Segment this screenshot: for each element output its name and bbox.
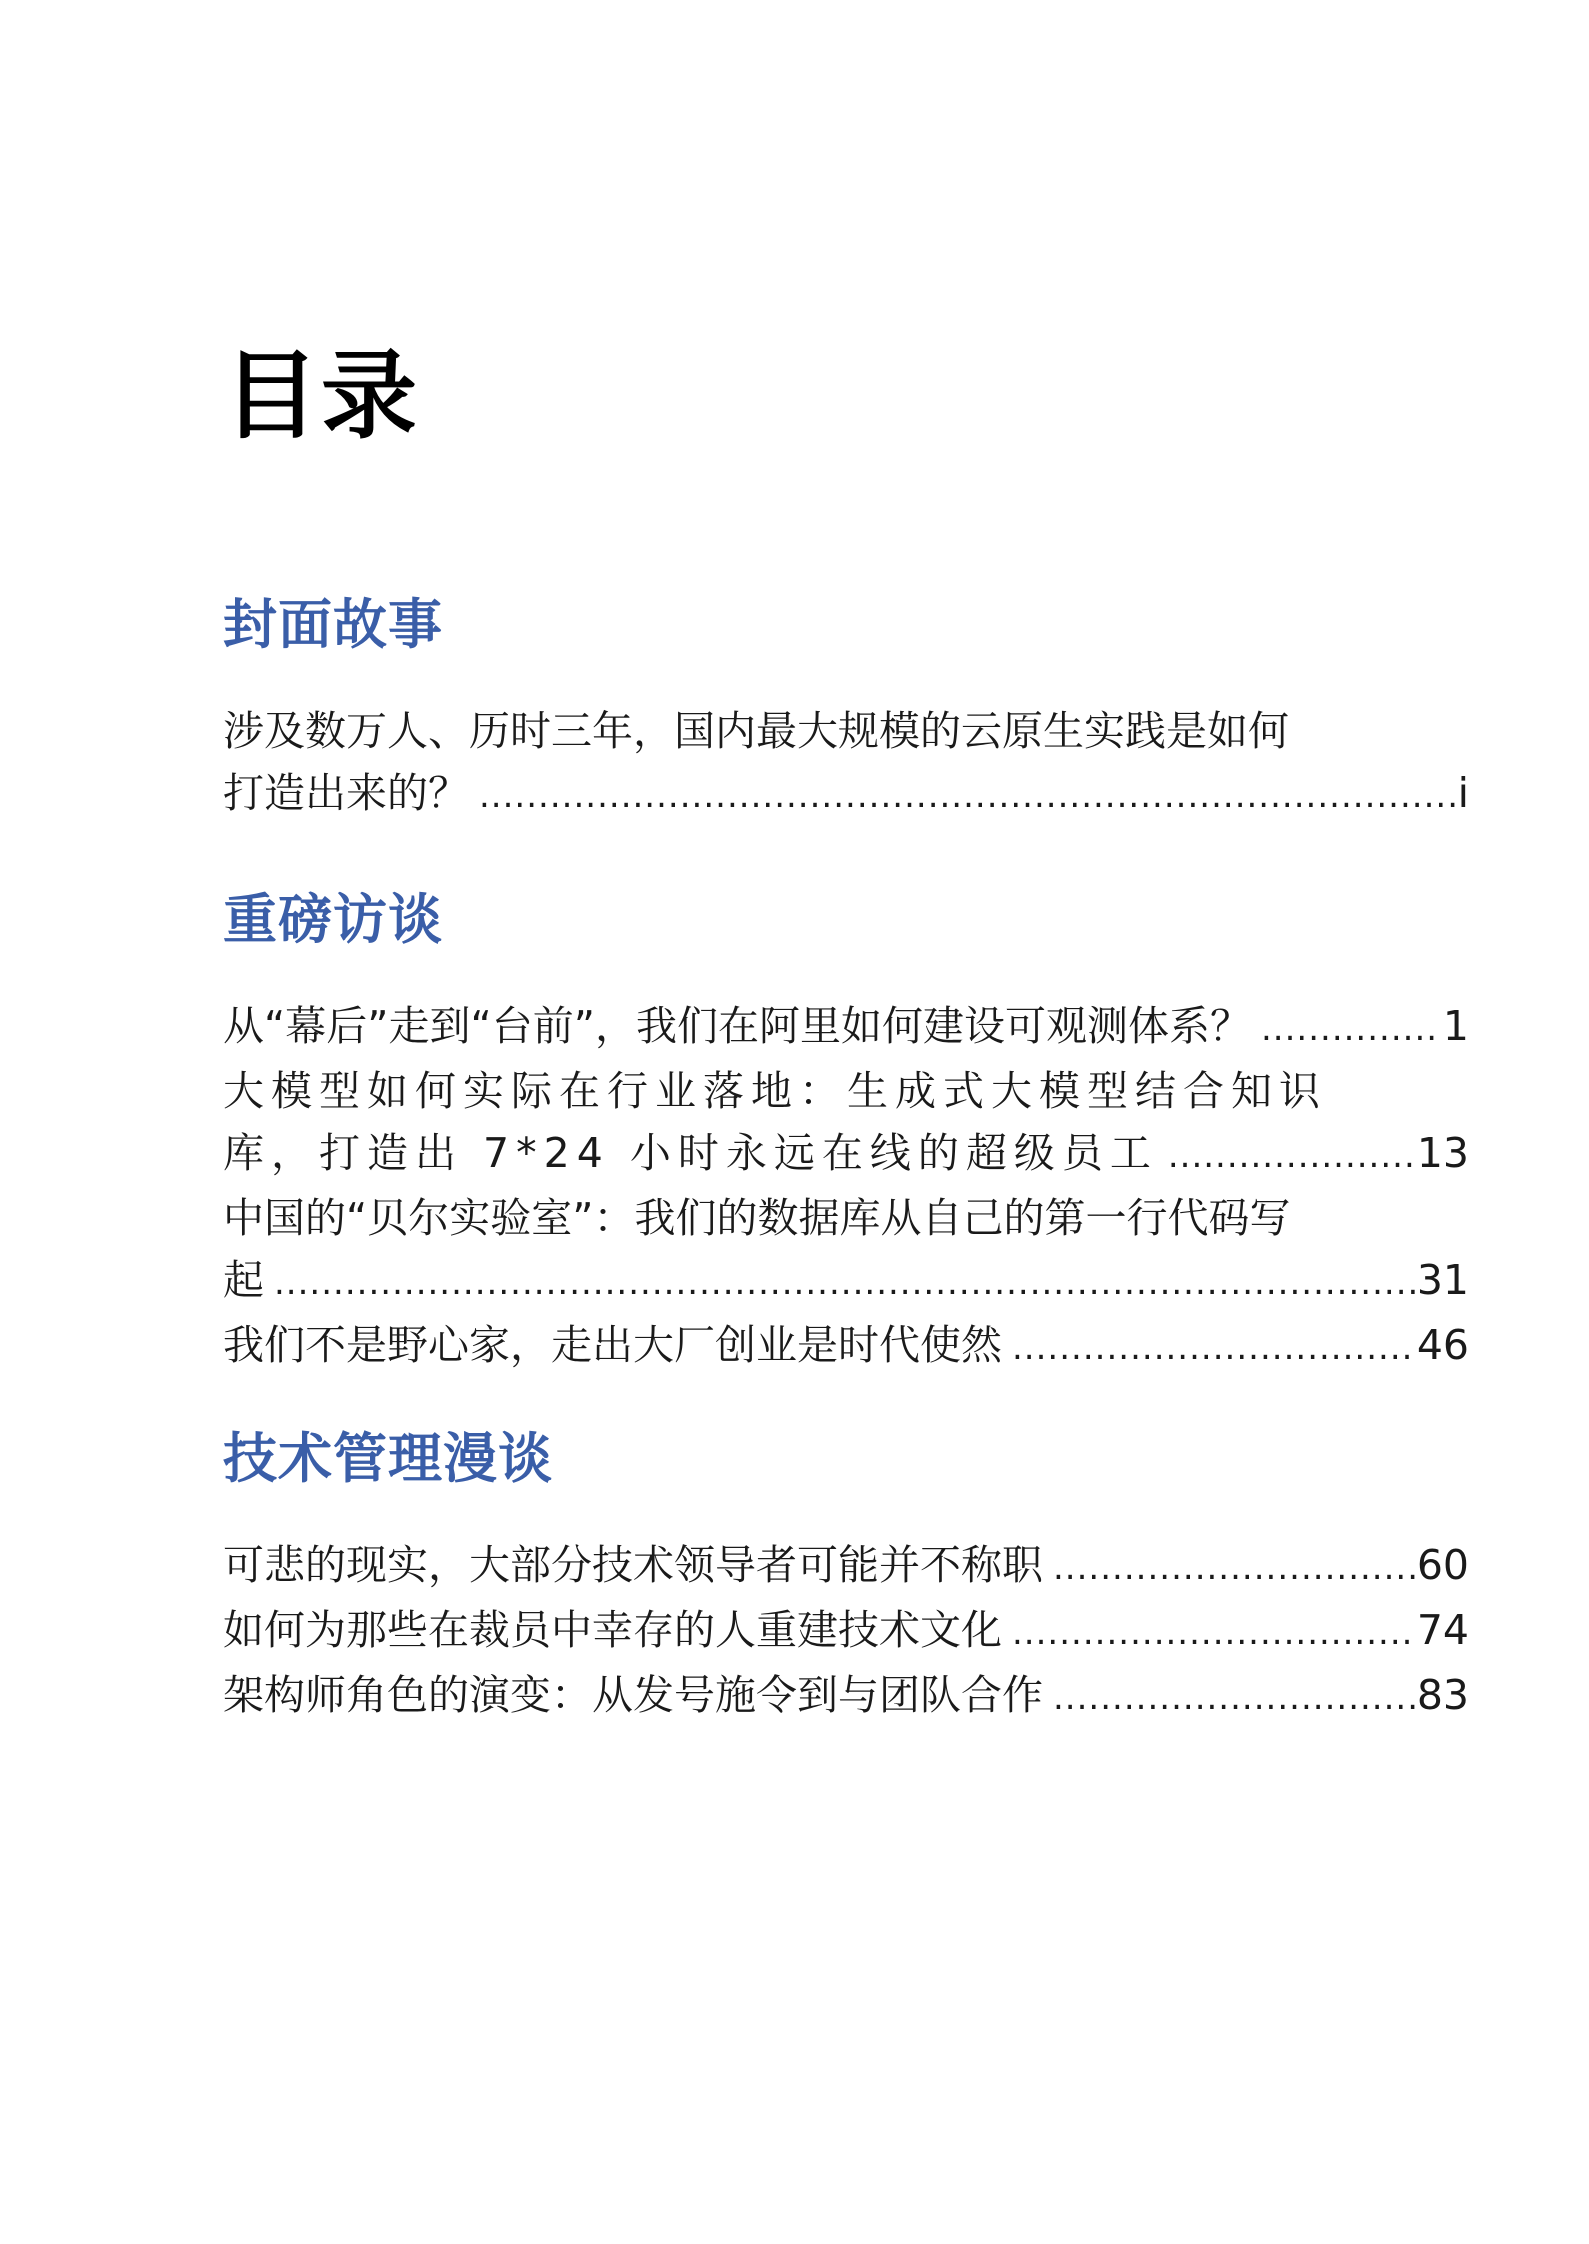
section-heading: 封面故事 [223, 593, 443, 656]
toc-section-interviews [223, 888, 1469, 1379]
page-number: 74 [1416, 1606, 1469, 1654]
dot-leader [1012, 1602, 1415, 1664]
entry-title-tail: 打造出来的？ [223, 769, 469, 817]
toc-entry[interactable] [223, 1187, 1469, 1314]
entry-title-tail: 起 [223, 1256, 264, 1304]
page-number: 83 [1416, 1671, 1469, 1719]
section-heading: 技术管理漫谈 [223, 1427, 553, 1490]
entry-list [223, 995, 1469, 1379]
entry-title-line: 大模型如何实际在行业落地：生成式大模型结合知识 [223, 1067, 1327, 1115]
entry-title-tail: 架构师角色的演变：从发号施令到与团队合作 [223, 1671, 1043, 1719]
toc-page [223, 0, 1469, 2244]
toc-entry[interactable] [223, 1314, 1469, 1379]
dot-leader [1168, 1125, 1415, 1187]
page-number: i [1457, 769, 1469, 817]
page-number: 60 [1416, 1541, 1469, 1589]
dot-leader [1053, 1537, 1415, 1599]
dot-leader [479, 765, 1456, 827]
dot-leader [1053, 1667, 1415, 1729]
toc-entry[interactable] [223, 1599, 1469, 1664]
toc-entry[interactable] [223, 1534, 1469, 1599]
toc-entry[interactable] [223, 995, 1469, 1060]
toc-section-cover-story [223, 593, 1469, 827]
entry-title-tail: 我们不是野心家，走出大厂创业是时代使然 [223, 1321, 1002, 1369]
entry-title-line: 中国的“贝尔实验室”：我们的数据库从自己的第一行代码写 [223, 1194, 1291, 1242]
entry-title-line: 涉及数万人、历时三年，国内最大规模的云原生实践是如何 [223, 707, 1289, 755]
entry-title-tail: 从“幕后”走到“台前”，我们在阿里如何建设可观测体系？ [223, 1002, 1251, 1050]
entry-title-tail: 如何为那些在裁员中幸存的人重建技术文化 [223, 1606, 1002, 1654]
page-number: 46 [1416, 1321, 1469, 1369]
dot-leader [1261, 998, 1441, 1060]
toc-section-tech-management [223, 1427, 1469, 1729]
entry-title-tail: 可悲的现实，大部分技术领导者可能并不称职 [223, 1541, 1043, 1589]
entry-list [223, 700, 1469, 827]
dot-leader [274, 1252, 1415, 1314]
toc-entry[interactable] [223, 1060, 1469, 1187]
page-number: 13 [1416, 1129, 1469, 1177]
page-title: 目录 [223, 340, 419, 452]
entry-title-tail: 库，打造出 7*24 小时永远在线的超级员工 [223, 1129, 1158, 1177]
dot-leader [1012, 1317, 1415, 1379]
entry-list [223, 1534, 1469, 1729]
page-number: 1 [1442, 1002, 1469, 1050]
toc-entry[interactable] [223, 700, 1469, 827]
page-number: 31 [1416, 1256, 1469, 1304]
toc-entry[interactable] [223, 1664, 1469, 1729]
section-heading: 重磅访谈 [223, 888, 443, 951]
